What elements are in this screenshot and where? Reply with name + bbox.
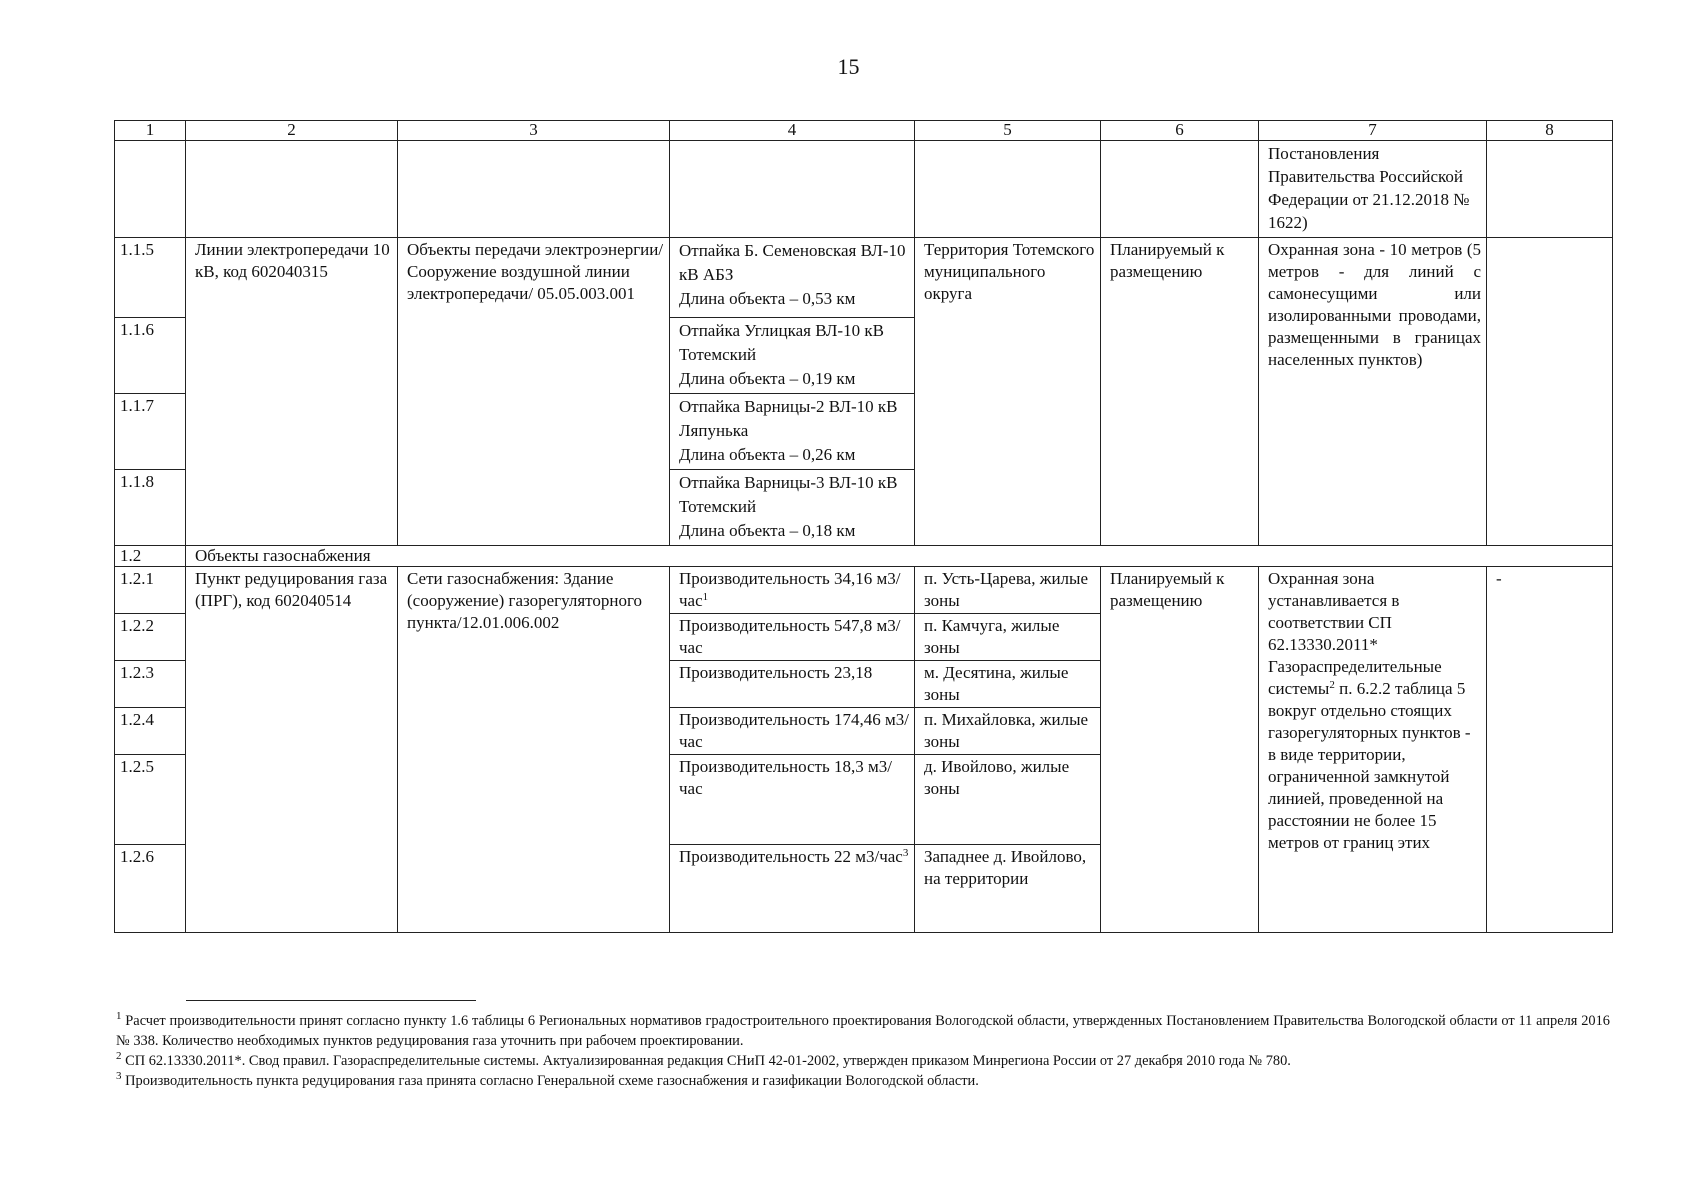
capacity: Производительность 34,16 м3/час$^1$: [670, 567, 915, 614]
row-number: 1.2.5: [115, 755, 186, 845]
object-purpose: Сети газоснабжения: Здание (сооружение) газорегуляторного пункта/12.01.006.002: [398, 567, 670, 933]
line-title: Отпайка Варницы-3 ВЛ-10 кВ Тотемский: [679, 473, 898, 516]
row-number: 1.2.6: [115, 845, 186, 933]
capacity: Производительность 23,18: [670, 661, 915, 708]
continuation-row: [115, 141, 1613, 238]
row-number: 1.1.7: [115, 394, 186, 470]
column-number: 4: [670, 121, 915, 141]
row-number: 1.2.1: [115, 567, 186, 614]
capacity: Производительность 22 м3/час$^3$: [670, 845, 915, 933]
line-title: Отпайка Углицкая ВЛ-10 кВ Тотемский: [679, 321, 884, 364]
row-number: 1.1.8: [115, 470, 186, 546]
column-number: 2: [186, 121, 398, 141]
row-number: 1.2.2: [115, 614, 186, 661]
object-status: Планируемый к размещению: [1101, 567, 1259, 933]
column-number-row: [115, 121, 1613, 141]
notes-cell: -: [1487, 567, 1613, 933]
gas-location: п. Камчуга, жилые зоны: [915, 614, 1101, 661]
footnote-mark: 1: [116, 1010, 122, 1022]
row-number: 1.2.4: [115, 708, 186, 755]
continued-zone-text: Постановления Правительства Российской Федерации от 21.12.2018 № 1622): [1259, 141, 1487, 238]
footnote-mark: 3: [116, 1070, 122, 1082]
footnote: $^3$ Производительность пункта редуцирования газа принята согласно Генеральной схеме газоснабжения и газификации Вологодской области.: [116, 1070, 979, 1089]
section-title: Объекты газоснабжения: [186, 546, 1613, 567]
capacity: Производительность 18,3 м3/час: [670, 755, 915, 845]
object-status: Планируемый к размещению: [1101, 238, 1259, 546]
row-number: 1.2.3: [115, 661, 186, 708]
section-row: [115, 546, 1613, 567]
object-purpose: Объекты передачи электроэнергии/ Сооружение воздушной линии электропередачи/ 05.05.003.001: [398, 238, 670, 546]
object-location: Территория Тотемского муниципального округа: [915, 238, 1101, 546]
line-length: Длина объекта – 0,53 км: [679, 289, 856, 308]
page-number: 15: [837, 54, 860, 79]
footnotes: [116, 1011, 1610, 1091]
footnote-ref: 2: [1329, 679, 1335, 691]
footnote-separator: [186, 1000, 476, 1001]
gas-location: п. Михайловка, жилые зоны: [915, 708, 1101, 755]
object-characteristics: [670, 238, 915, 318]
footnote: $^2$ СП 62.13330.2011*. Свод правил. Газораспределительные системы. Актуализированная редакция СНиП 42-01-2002, утвержден приказом Минрегиона России от 27 декабря 2010 года № 780.: [116, 1050, 1291, 1069]
gas-location: м. Десятина, жилые зоны: [915, 661, 1101, 708]
footnote: $^1$ Расчет производительности принят согласно пункту 1.6 таблицы 6 Региональных нормативов градостроительного проектирования Вологодской области, утвержденных Постановлением Правительства Вологодской области от 11 апреля 2016 № 338. Количество необходимых пунктов редуцирования газа уточнить при рабочем проектировании.: [116, 1010, 1610, 1049]
column-number: 1: [115, 121, 186, 141]
object-name: Пункт редуцирования газа (ПРГ), код 602040514: [186, 567, 398, 933]
protection-zone: Охранная зона - 10 метров (5 метров - для линий с самонесущими или изолированными проводами, размещенными в границах населенных пунктов): [1259, 238, 1487, 546]
line-length: Длина объекта – 0,19 км: [679, 369, 856, 388]
object-characteristics: [670, 394, 915, 470]
object-characteristics: [670, 470, 915, 546]
column-number: 8: [1487, 121, 1613, 141]
gas-location: д. Ивойлово, жилые зоны: [915, 755, 1101, 845]
column-number: 6: [1101, 121, 1259, 141]
line-length: Длина объекта – 0,18 км: [679, 521, 856, 540]
row-number: 1.1.5: [115, 238, 186, 318]
column-number: 7: [1259, 121, 1487, 141]
gas-location: Западнее д. Ивойлово, на территории: [915, 845, 1101, 933]
column-number: 5: [915, 121, 1101, 141]
capacity: Производительность 547,8 м3/час: [670, 614, 915, 661]
table-row: [115, 567, 1613, 614]
column-number: 3: [398, 121, 670, 141]
capacity: Производительность 174,46 м3/час: [670, 708, 915, 755]
table-row: [115, 238, 1613, 318]
object-characteristics: [670, 318, 915, 394]
protection-zone: Охранная зона устанавливается в соответствии СП 62.13330.2011* Газораспределительные системы$^2$ п. 6.2.2 таблица 5 вокруг отдельно стоящих газорегуляторных пунктов - в виде территории, ограниченной замкнутой линией, проведенной на расстоянии не более 15 метров от границ этих: [1259, 567, 1487, 933]
line-title: Отпайка Б. Семеновская ВЛ-10 кВ АБЗ: [679, 241, 906, 284]
planning-table: [114, 120, 1613, 933]
footnote-mark: 2: [116, 1050, 122, 1062]
line-title: Отпайка Варницы-2 ВЛ-10 кВ Ляпунька: [679, 397, 898, 440]
line-length: Длина объекта – 0,26 км: [679, 445, 856, 464]
row-number: 1.1.6: [115, 318, 186, 394]
footnote-ref: 3: [902, 847, 909, 859]
footnote-ref: 1: [702, 591, 709, 603]
gas-location: п. Усть-Царева, жилые зоны: [915, 567, 1101, 614]
section-number: 1.2: [115, 546, 186, 567]
object-name: Линии электропередачи 10 кВ, код 602040315: [186, 238, 398, 546]
